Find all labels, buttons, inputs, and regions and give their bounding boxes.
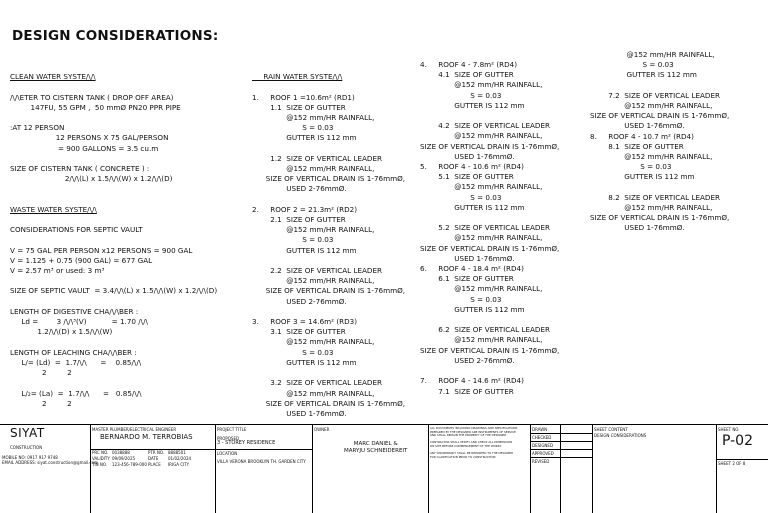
col2-line: SIZE OF VERTICAL DRAIN IS 1-76mmØ, [252,398,406,408]
sheet-no-label: SHEET NO. [718,427,740,432]
col3-line: GUTTER IS 112 mm [420,304,525,314]
col2-line [252,307,405,317]
owner-value: MARC DANIEL & MARYJU SCHNEIDEREIT [344,441,408,454]
company-sub: CONSTRUCTION [10,445,43,450]
col3-line: S = 0.03 [420,192,502,202]
col3-line: 6.1 SIZE OF GUTTER [420,274,514,284]
engineer-label: MASTER PLUMBER/ELECTRICAL ENGINEER [92,427,177,432]
prc-value: 0038888 [112,450,130,455]
ptr-label: PTR NO. [148,450,165,455]
col2-line: @152 mm/HR RAINFALL, [252,388,375,398]
col1-line: 2 2 [10,398,72,408]
col2-line [252,144,405,154]
col4-line: GUTTER IS 112 mm [590,172,695,182]
col1-line: CONSIDERATIONS FOR SEPTIC VAULT [10,225,143,235]
col2-line: @152 mm/HR RAINFALL, [252,225,375,235]
col4-line: S = 0.03 [590,60,674,70]
col2-line [252,256,405,266]
col1-line [10,378,217,388]
roof-7-8-column [590,50,729,234]
col1-line: 2 2 [10,368,72,378]
col4-line: @152 mm/HR RAINFALL, [590,203,713,213]
note-line: ON SITE BEFORE COMMENCEMENT OF THE WORKS [430,443,502,448]
col2-line: 1.1 SIZE OF GUTTER [252,102,346,112]
col3-line: 7.1 SIZE OF GUTTER [420,386,514,396]
col2-line [252,82,405,92]
date-label: DATE [148,456,159,461]
sheet-content-label: SHEET CONTENT [594,427,628,432]
col2-line: USED 2-76mmØ. [252,184,347,194]
tin-label: TIN NO. [92,462,108,467]
col4-line [590,183,729,193]
col2-line: 2. ROOF 2 = 21.3m² (RD2) [252,204,358,214]
date-value: 01/02/2024 [168,456,192,461]
validity-label: VALIDITY [92,456,110,461]
col2-line: USED 1-76mmØ. [252,408,347,418]
col1-line [10,337,217,347]
prc-label: PRC NO. [92,450,109,455]
col2-line: @152 mm/HR RAINFALL, [252,113,375,123]
col3-line [420,366,559,376]
col1-line [10,195,217,205]
col2-line [252,368,405,378]
col3-line: S = 0.03 [420,90,502,100]
col2-line: @152 mm/HR RAINFALL, [252,164,375,174]
col4-line [590,81,729,91]
col3-line: 6. ROOF 4 - 18.4 m² (RD4) [420,264,524,274]
col1-line: SIZE OF SEPTIC VAULT = 3.4/\/\(L) x 1.5/\/\(W) x 1.2/\/\(D) [10,286,218,296]
col3-line: @152 mm/HR RAINFALL, [420,182,543,192]
note-line: ANY DISCREPANCY SHALL BE REPORTED TO THE DESIGNER [430,451,514,456]
title-block [0,424,768,513]
col3-line: 5.2 SIZE OF VERTICAL LEADER [420,223,550,233]
col2-line: 1.2 SIZE OF VERTICAL LEADER [252,153,382,163]
clean-waste-water-column [10,62,217,409]
col2-line: GUTTER IS 112 mm [252,133,357,143]
col3-line: S = 0.03 [420,294,502,304]
col4-line: 8. ROOF 4 - 10.7 m² (RD4) [590,131,694,141]
col1-line: SIZE OF CISTERN TANK ( CONCRETE ) : [10,164,150,174]
roof-4-7-column [420,60,559,397]
checked-label: CHECKED [532,435,552,440]
col2-line: USED 2-76mmØ. [252,296,347,306]
col4-line: USED 1-76mmØ. [590,121,685,131]
col4-line: @152 mm/HR RAINFALL, [590,101,713,111]
col4-line: SIZE OF VERTICAL DRAIN IS 1-76mmØ, [590,111,730,121]
rain-water-column [252,62,405,419]
col2-line: SIZE OF VERTICAL DRAIN IS 1-76mmØ, [252,174,406,184]
col3-line [420,111,559,121]
col3-line: USED 2-76mmØ. [420,355,515,365]
col1-line: = 900 GALLONS = 3.5 cu.m [10,143,159,153]
col1-line [10,184,217,194]
note-line: ALL DOCUMENTS INCLUDING DRAWINGS AND SPECIFICATIONS [430,426,518,430]
col1-line [10,235,217,245]
note-line: AND SHALL REMAIN THE PROPERTY OF THE DESIGNER [430,433,507,438]
col4-line: 8.1 SIZE OF GUTTER [590,141,684,151]
company-mobile: MOBILE NO: 0917 917 9748 [2,455,58,460]
col2-line [252,195,405,205]
proposed-label: PROPOSED [217,436,240,441]
place-label: PLACE [148,462,161,467]
col2-line: GUTTER IS 112 mm [252,357,357,367]
col2-line: @152 mm/HR RAINFALL, [252,276,375,286]
col3-line: 5.1 SIZE OF GUTTER [420,172,514,182]
col2-line: 2.1 SIZE OF GUTTER [252,215,346,225]
col3-line: SIZE OF VERTICAL DRAIN IS 1-76mmØ, [420,345,560,355]
col1-line: V = 2.57 m³ or used: 3 m³ [10,266,105,276]
col1-line: L/= (Ld) = 1.7/\/\ = 0.85/\/\ [10,357,142,367]
owner-label: OWNER [314,427,330,432]
page-title: DESIGN CONSIDERATIONS: [12,28,219,44]
col4-line: USED 1-76mmØ. [590,223,685,233]
col4-line: 7.2 SIZE OF VERTICAL LEADER [590,90,720,100]
note-line: PREPARED BY THE DESIGNER ARE INSTRUMENTS OF SERVICE [430,429,516,434]
col3-line: @152 mm/HR RAINFALL, [420,233,543,243]
col2-line: SIZE OF VERTICAL DRAIN IS 1-76mmØ, [252,286,406,296]
col1-line: V = 1.125 + 0.75 (900 GAL) = 677 GAL [10,255,153,265]
col1-line [10,62,217,72]
col3-line [420,213,559,223]
col3-line: 5. ROOF 4 - 10.6 m² (RD4) [420,162,524,172]
col2-line: 3.1 SIZE OF GUTTER [252,327,346,337]
col4-line: S = 0.03 [590,162,672,172]
col3-line: GUTTER IS 112 mm [420,202,525,212]
col3-line: @152 mm/HR RAINFALL, [420,80,543,90]
tin-value: 123-456-789-000 [112,462,147,467]
col3-line: 7. ROOF 4 - 14.6 m² (RD4) [420,376,524,386]
col3-line: @152 mm/HR RAINFALL, [420,284,543,294]
col4-line: SIZE OF VERTICAL DRAIN IS 1-76mmØ, [590,213,730,223]
col3-line: USED 1-76mmØ. [420,151,515,161]
sheet-content-value: DESIGN CONSIDERATIONS [594,433,647,438]
col1-line [10,297,217,307]
project-label: PROJECT TITLE [217,427,247,432]
col3-line: @152 mm/HR RAINFALL, [420,335,543,345]
col3-line: @152 mm/HR RAINFALL, [420,131,543,141]
col3-line: SIZE OF VERTICAL DRAIN IS 1-76mmØ, [420,243,560,253]
col1-line: V = 75 GAL PER PERSON x12 PERSONS = 900 GAL [10,245,193,255]
col1-line [10,113,217,123]
col2-line: S = 0.03 [252,347,334,357]
col3-line: 4.1 SIZE OF GUTTER [420,70,514,80]
col2-line: @152 mm/HR RAINFALL, [252,337,375,347]
col2-line: S = 0.03 [252,235,334,245]
col2-line: 2.2 SIZE OF VERTICAL LEADER [252,266,382,276]
col3-line: 4.2 SIZE OF VERTICAL LEADER [420,121,550,131]
drawn-label: DRAWN [532,427,548,432]
col1-line [10,215,217,225]
col1-line: 12 PERSONS X 75 GAL/PERSON [10,133,169,143]
company-logo-text: SIYAT [10,426,45,440]
col4-line: @152 mm/HR RAINFALL, [590,152,713,162]
col1-line: L/₂= (La) = 1.7/\/\ = 0.85/\/\ [10,388,142,398]
location-label: LOCATION [217,451,238,456]
note-line: CONTRACTOR SHALL VERIFY AND CHECK ALL DIMENSIONS [430,440,513,445]
col1-line: 1.2/\/\(D) x 1.5/\/\(W) [10,327,113,337]
col1-line: 2/\/\(L) x 1.5/\/\(W) x 1.2/\/\(D) [10,174,173,184]
col1-line [10,154,217,164]
col4-line: GUTTER IS 112 mm [590,70,697,80]
col3-line: GUTTER IS 112 mm [420,100,525,110]
col1-line [10,82,217,92]
col3-line: 6.2 SIZE OF VERTICAL LEADER [420,325,550,335]
project-value: 3 - STOREY RESIDENCE [217,440,276,446]
col3-line: SIZE OF VERTICAL DRAIN IS 1-76mmØ, [420,141,560,151]
validity-value: 09/09/2025 [112,456,136,461]
revised-label: REVISED [532,459,550,464]
col1-line: LENGTH OF LEACHING CHA/\/\BER : [10,347,137,357]
col2-line: RAIN WATER SYSTE/\/\ [252,72,343,82]
col1-line: Ld = 3 /\/\³(V) = 1.70 /\/\ [10,317,148,327]
col2-line: S = 0.03 [252,123,334,133]
approved-label: APPROVED [532,451,554,456]
note-line: FOR CLARIFICATION PRIOR TO CONSTRUCTION [430,454,496,459]
col1-line: :AT 12 PERSON [10,123,65,133]
general-notes [430,427,517,459]
col1-line [10,276,217,286]
col2-line: GUTTER IS 112 mm [252,245,357,255]
col1-line: 147FU, 55 GPM , 50 mmØ PN20 PPR PIPE [10,102,181,112]
sheet-number: P-02 [722,433,754,449]
engineer-name: BERNARDO M. TERROBIAS [100,433,193,441]
col3-line: 4. ROOF 4 - 7.8m² (RD4) [420,60,518,69]
col3-line [420,315,559,325]
col1-line: WASTE WATER SYSTE/\/\ [10,204,97,214]
col1-line: LENGTH OF DIGESTIVE CHA/\/\BER : [10,306,139,316]
ptr-value: 8888501 [168,450,186,455]
col2-line: 3.2 SIZE OF VERTICAL LEADER [252,378,382,388]
col2-line: 3. ROOF 3 = 14.6m² (RD3) [252,317,358,327]
col2-line [252,62,405,72]
company-email: EMAIL ADDRESS: siyat.construction@gmail.com [2,460,98,465]
place-value: IRIGA CITY [168,462,190,467]
sheet-of: SHEET 2 OF 8 [718,461,746,466]
col1-line: CLEAN WATER SYSTE/\/\ [10,72,96,82]
col2-line: 1. ROOF 1 =10.6m² (RD1) [252,92,355,102]
col1-line: /\/\ETER TO CISTERN TANK ( DROP OFF AREA) [10,92,174,102]
col3-line: USED 1-76mmØ. [420,253,515,263]
col4-line: @152 mm/HR RAINFALL, [590,50,715,59]
location-value: VILLA VERONA BROOKLYN TH. GARDEN CITY [217,459,306,464]
designed-label: DESIGNED [532,443,554,448]
col4-line: 8.2 SIZE OF VERTICAL LEADER [590,192,720,202]
